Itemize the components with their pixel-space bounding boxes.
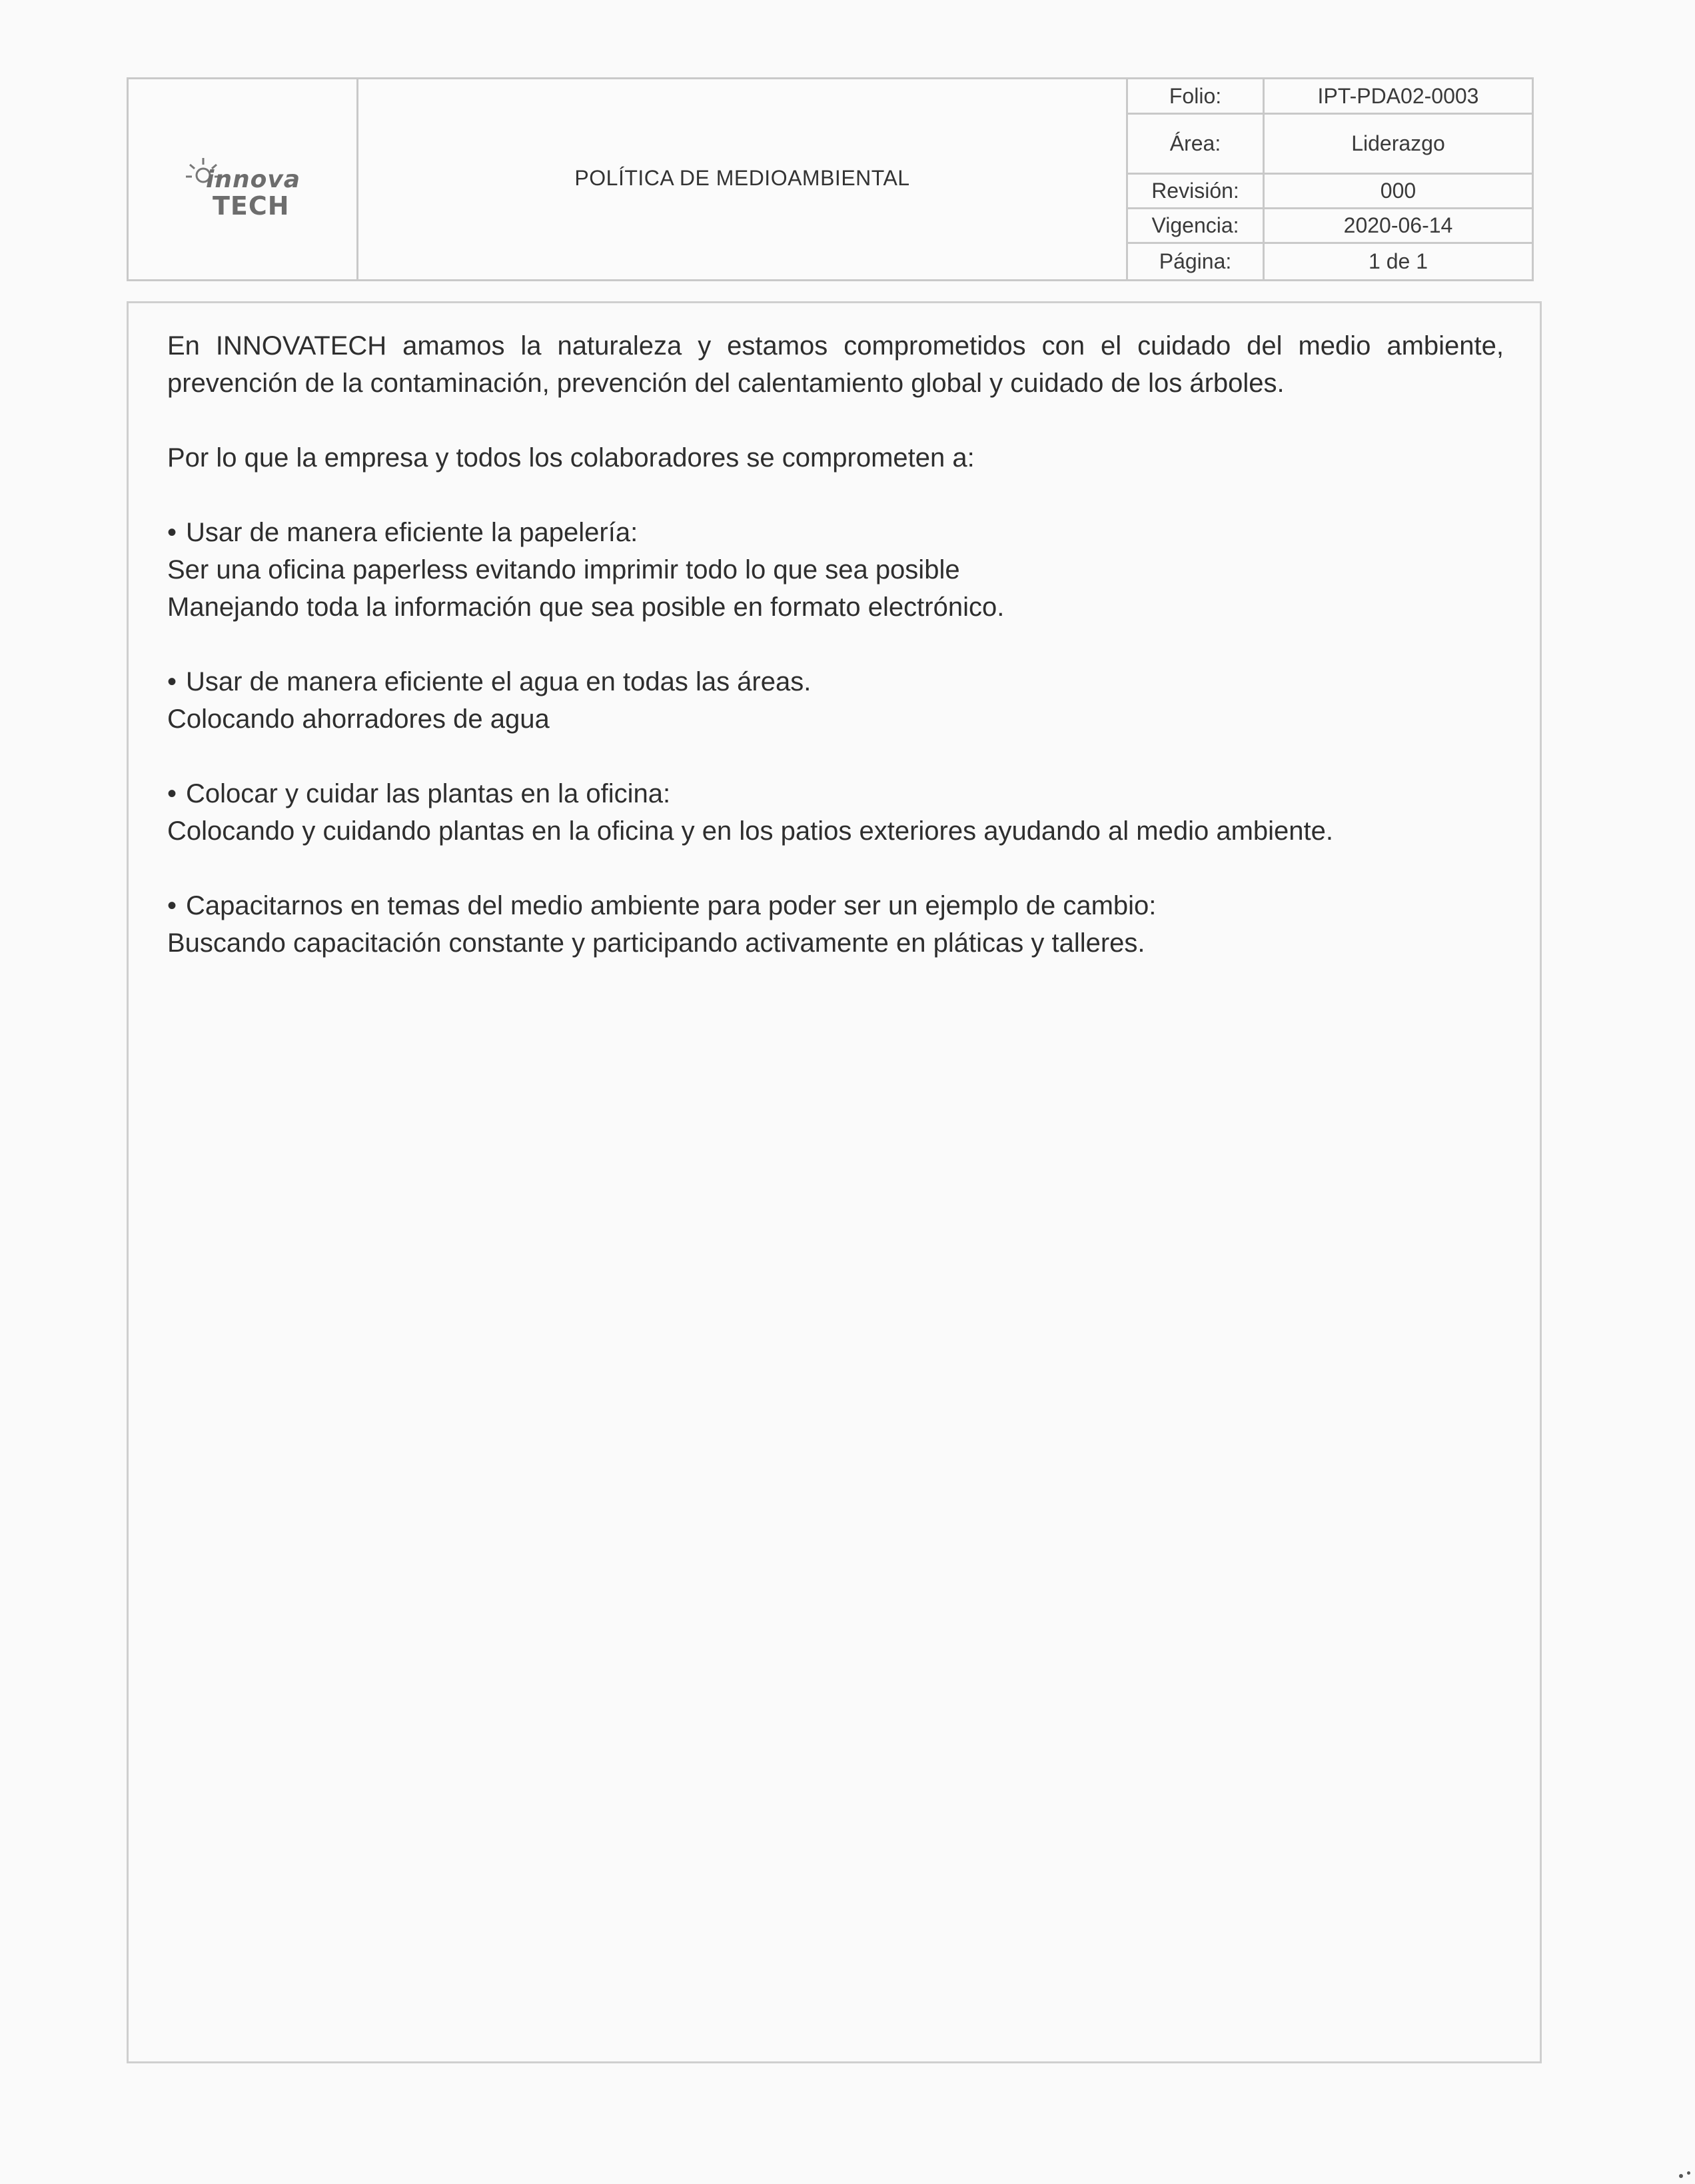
logo-word-innova: innova xyxy=(206,166,301,193)
commitment-title-water: • Usar de manera eficiente el agua en todas las áreas. xyxy=(167,663,1504,700)
commitment-detail: Colocando y cuidando plantas en la oficina y en los patios exteriores ayudando al medio ambiente. xyxy=(167,816,1333,846)
logo-cell xyxy=(129,79,358,279)
company-logo xyxy=(183,154,310,227)
info-row-revision xyxy=(1128,175,1532,209)
area-value: Liderazgo xyxy=(1351,131,1445,155)
folio-label: Folio: xyxy=(1128,79,1265,113)
folio-value: IPT-PDA02-0003 xyxy=(1317,83,1479,108)
policy-body xyxy=(127,301,1542,2063)
scan-speck xyxy=(1679,2174,1683,2178)
info-row-pagina xyxy=(1128,244,1532,279)
intro-paragraph: En INNOVATECH amamos la naturaleza y estamos comprometidos con el cuidado del medio ambiente, prevención de la contaminación, prevención del calentamiento global y cuidado de los árboles. xyxy=(167,331,1504,398)
lead-paragraph: Por lo que la empresa y todos los colaboradores se comprometen a: xyxy=(167,443,975,473)
vigencia-value: 2020-06-14 xyxy=(1343,213,1453,237)
pagina-label: Página: xyxy=(1128,244,1265,279)
document-header xyxy=(127,77,1534,281)
info-row-vigencia xyxy=(1128,209,1532,244)
info-row-folio xyxy=(1128,79,1532,115)
vigencia-label: Vigencia: xyxy=(1128,209,1265,242)
commitment-detail: Buscando capacitación constante y participando activamente en pláticas y talleres. xyxy=(167,928,1145,958)
document-title: POLÍTICA DE MEDIOAMBIENTAL xyxy=(574,166,910,190)
revision-value: 000 xyxy=(1380,179,1416,203)
pagina-value: 1 de 1 xyxy=(1369,249,1428,273)
policy-content xyxy=(167,327,1504,962)
title-cell xyxy=(358,79,1128,279)
commitment-detail: Colocando ahorradores de agua xyxy=(167,704,550,734)
commitment-title-paper: • Usar de manera eficiente la papelería: xyxy=(167,514,1504,551)
scan-speck xyxy=(1687,2171,1690,2175)
logo-word-tech: TECH xyxy=(213,191,290,221)
commitment-detail: Manejando toda la información que sea posible en formato electrónico. xyxy=(167,592,1005,622)
commitment-title-plants: • Colocar y cuidar las plantas en la oficina: xyxy=(167,775,1504,812)
commitment-title-training: • Capacitarnos en temas del medio ambiente para poder ser un ejemplo de cambio: xyxy=(167,887,1504,924)
commitment-detail: Ser una oficina paperless evitando imprimir todo lo que sea posible xyxy=(167,555,960,584)
document-info-table xyxy=(1128,79,1532,279)
area-label: Área: xyxy=(1128,115,1265,173)
info-row-area xyxy=(1128,115,1532,175)
revision-label: Revisión: xyxy=(1128,175,1265,207)
